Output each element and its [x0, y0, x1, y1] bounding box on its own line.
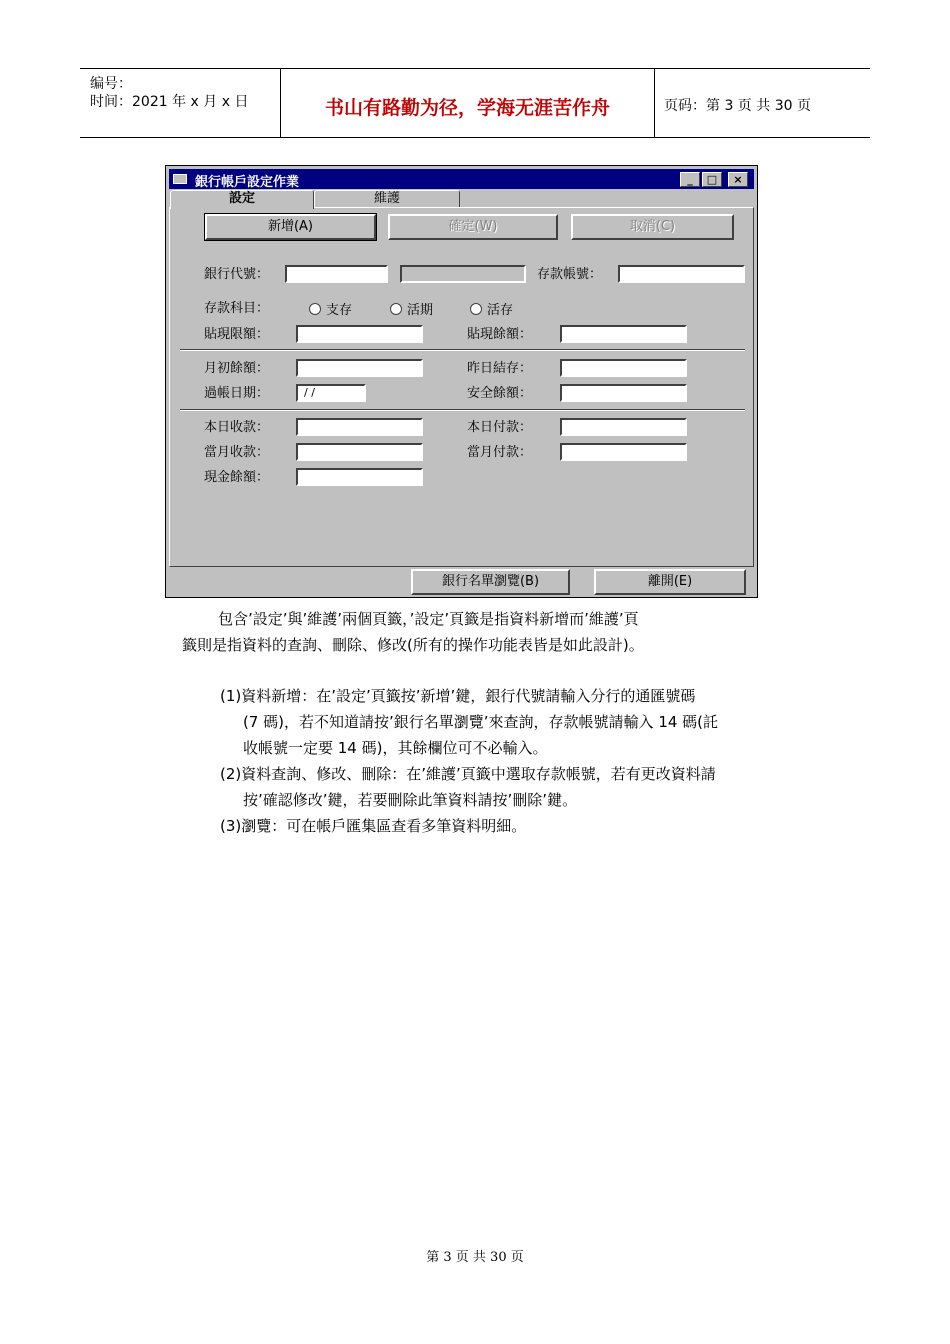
- posting-date-field[interactable]: / /: [296, 384, 366, 402]
- today-receipts-field[interactable]: [296, 418, 423, 436]
- window-app-icon: [173, 174, 187, 184]
- intro-line-2: 籤則是指資料的查詢、刪除、修改(所有的操作功能表皆是如此設計)。: [182, 636, 644, 654]
- today-receipts-label: 本日收款：: [204, 420, 270, 435]
- window-title: 銀行帳戶設定作業: [195, 175, 300, 190]
- discount-limit-field[interactable]: [296, 325, 423, 343]
- divider-2: [180, 409, 745, 411]
- radio-demand-label: 活期: [407, 303, 434, 318]
- bank-list-browse-button[interactable]: 銀行名單瀏覽(B): [411, 569, 570, 595]
- intro-line-1: 包含’設定’與’維護’兩個頁籤，’設定’頁籤是指資料新增而’維護’頁: [218, 610, 639, 628]
- radio-checking[interactable]: [309, 299, 352, 318]
- header-left-cell: [80, 69, 280, 137]
- radio-savings[interactable]: [470, 299, 513, 318]
- header-motto: 书山有路勤为径，学海无涯苦作舟: [324, 97, 610, 119]
- minimize-button[interactable]: _: [680, 172, 700, 187]
- number-label: 编号：: [90, 76, 132, 92]
- exit-button[interactable]: 離開(E): [594, 569, 746, 595]
- item-1-line-1: (1)資料新增：在’設定’頁籤按’新增’鍵，銀行代號請輸入分行的通匯號碼: [220, 687, 696, 705]
- page-number-label: 页码：第 3 页 共 30 页: [664, 98, 811, 114]
- tab-maintenance[interactable]: 維護: [314, 190, 460, 208]
- safety-balance-field[interactable]: [560, 384, 687, 402]
- settings-panel: [169, 207, 754, 567]
- account-type-label: 存款科目：: [204, 301, 270, 316]
- item-2-line-2: 按’確認修改’鍵，若要刪除此筆資料請按’刪除’鍵。: [243, 791, 578, 809]
- yesterday-balance-field[interactable]: [560, 359, 687, 377]
- divider-1: [180, 349, 745, 351]
- header-center-cell: [280, 69, 655, 137]
- radio-checking-label: 支存: [326, 303, 353, 318]
- month-start-balance-label: 月初餘額：: [204, 361, 270, 376]
- confirm-button[interactable]: 確定(W): [388, 214, 558, 240]
- close-button[interactable]: ×: [728, 172, 748, 187]
- cash-balance-field[interactable]: [296, 468, 423, 486]
- time-label: 时间：2021 年 x 月 x 日: [90, 94, 249, 110]
- discount-balance-label: 貼現餘額：: [467, 327, 533, 342]
- cancel-button[interactable]: 取消(C): [571, 214, 734, 240]
- page-header: [80, 68, 870, 138]
- safety-balance-label: 安全餘額：: [467, 386, 533, 401]
- cash-balance-label: 現金餘額：: [204, 470, 270, 485]
- month-payments-field[interactable]: [560, 443, 687, 461]
- item-1-line-2: (7 碼)，若不知道請按’銀行名單瀏覽’來查詢，存款帳號請輸入 14 碼(託: [243, 713, 719, 731]
- month-receipts-field[interactable]: [296, 443, 423, 461]
- add-button[interactable]: 新增(A): [205, 214, 376, 240]
- today-payments-label: 本日付款：: [467, 420, 533, 435]
- bank-account-setup-window: [165, 165, 758, 598]
- header-right-cell: [654, 69, 870, 137]
- radio-savings-icon: [470, 303, 482, 315]
- month-payments-label: 當月付款：: [467, 445, 533, 460]
- tab-settings[interactable]: 設定: [170, 190, 314, 209]
- page-footer: 第 3 页 共 30 页: [426, 1250, 524, 1265]
- account-number-label: 存款帳號：: [537, 267, 603, 282]
- radio-savings-label: 活存: [487, 303, 514, 318]
- item-2-line-1: (2)資料查詢、修改、刪除：在’維護’頁籤中選取存款帳號，若有更改資料請: [220, 765, 716, 783]
- radio-demand[interactable]: [390, 299, 433, 318]
- bank-code-field[interactable]: [285, 265, 388, 283]
- maximize-button[interactable]: □: [702, 172, 722, 187]
- account-number-field[interactable]: [618, 265, 745, 283]
- item-3-line-1: (3)瀏覽：可在帳戶匯集區查看多筆資料明細。: [220, 817, 527, 835]
- window-titlebar: [169, 169, 754, 189]
- bank-name-field: [400, 265, 526, 283]
- yesterday-balance-label: 昨日結存：: [467, 361, 533, 376]
- radio-demand-icon: [390, 303, 402, 315]
- today-payments-field[interactable]: [560, 418, 687, 436]
- bank-code-label: 銀行代號：: [204, 267, 270, 282]
- month-start-balance-field[interactable]: [296, 359, 423, 377]
- posting-date-label: 過帳日期：: [204, 386, 270, 401]
- radio-checking-icon: [309, 303, 321, 315]
- month-receipts-label: 當月收款：: [204, 445, 270, 460]
- discount-limit-label: 貼現限額：: [204, 327, 270, 342]
- item-1-line-3: 收帳號一定要 14 碼)，其餘欄位可不必輸入。: [243, 739, 548, 757]
- discount-balance-field[interactable]: [560, 325, 687, 343]
